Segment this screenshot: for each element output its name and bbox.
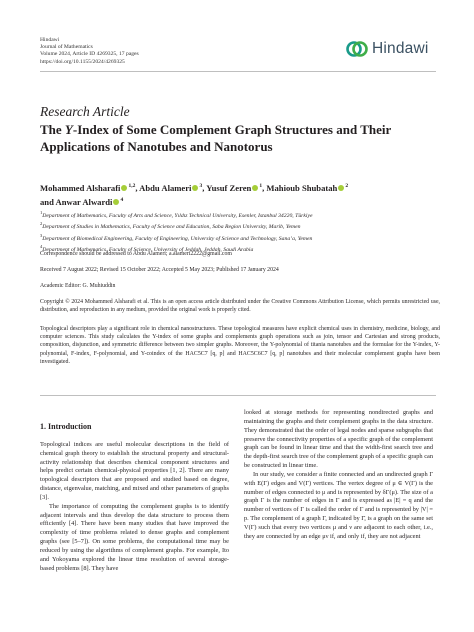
affiliations — [40, 209, 440, 254]
author-line-2: and Anwar Alwardi $^4$ — [40, 197, 124, 208]
body-paragraph: Topological indices are useful molecular descriptions in the field of chemical graph theory to establish the structural property and structural-activity relationship that describes chemical component structures and helps predict certain chemical-physical properties [1, 2]. There are many topological descriptors that are proposed and studied based on degree, distance, eigenvalue, matching, and mixed and other parameters of graphs [3]. — [40, 440, 229, 501]
volume-line: Volume 2024, Article ID 4269325, 17 pages — [40, 51, 139, 58]
author-affiliation-number: 1,2 — [128, 183, 136, 189]
section-heading: 1. Introduction — [40, 422, 92, 431]
academic-editor: Academic Editor: G. Muhiuddin — [40, 283, 116, 289]
body-column-right — [244, 409, 433, 542]
author-name: Anwar Alwardi — [55, 197, 113, 208]
hindawi-logo-mark-icon — [346, 39, 368, 59]
article-type: Research Article — [40, 104, 130, 119]
author-affiliation-number: 2 — [345, 183, 349, 189]
paper-title: The Y-Index of Some Complement Graph Structures and Their Applications of Nanotubes and Nanotorus — [40, 122, 392, 154]
correspondence: Correspondence should be addressed to Abdu Alameri; a.alameri2222@gmail.com — [40, 251, 232, 257]
affiliation-item: $^3$Department of Biomedical Engineering, Faculty of Engineering, University of Science and Technology, Sana’a, Yemen — [40, 232, 313, 242]
doi-link[interactable]: https://doi.org/10.1155/2024/4269325 — [40, 58, 125, 65]
abstract: Topological descriptors play a significant role in chemical nanostructures. These topological measures have explicit chemical uses in chemistry, medicine, biology, and computer sciences. This study calculates the Y-index of some graphs and complements graph operations such as join, tensor and Cartesian and strong products, composition, disjunction, and symmetric difference between two simpler graphs. Moreover, the Y-polynomial of titania nanotubes and the formulae for the Y-index, Y-polynomial, F-index, F-polynomial, and Y-coindex of the HAC5C7 [q, p] and HAC5C6C7 [q, p] nanotubes and their molecular complement graphs have been investigated. — [40, 326, 440, 365]
author-affiliation-number: 1 — [259, 183, 263, 189]
orcid-icon[interactable] — [113, 199, 119, 205]
author-name: Mahioub Shubatah — [266, 182, 338, 193]
author-line-1: Mohammed Alsharafi $^{1,2}$, Abdu Alameri $^3$, Yusuf Zeren $^1$, Mahioub Shubatah $^2$ — [40, 182, 349, 193]
publication-dates: Received 7 August 2022; Revised 15 October 2022; Accepted 5 May 2023; Published 17 January 2024 — [40, 267, 279, 273]
header-divider — [40, 71, 436, 72]
author-name: Abdu Alameri — [139, 182, 192, 193]
author-name: Mohammed Alsharafi — [40, 182, 121, 193]
publisher-name: Hindawi — [40, 37, 60, 43]
author-name: Yusuf Zeren — [206, 182, 252, 193]
hindawi-logo[interactable] — [346, 39, 429, 59]
orcid-icon[interactable] — [252, 185, 258, 191]
body-paragraph: looked at storage methods for representing nondirected graphs and maintaining the graphs and their complement graphs in the data structure. They demonstrated that the order of legal nodes and sparse subgraphs that preserve the connectivity properties of a specific graph of the complement graph can be found in linear time and that the width-first search tree and the depth-first search tree of the complement graph of a specific graph can be constructed in linear time. — [244, 409, 433, 470]
journal-name: Journal of Mathematics — [40, 44, 93, 51]
body-paragraph: The importance of computing the complement graphs is to identify adjacent intervals and thus develop the data structure to process them efficiently [4]. There have been many studies that have improved the complexity of time problems related to dense graphs and complement graphs (see [5–7]). On some problems, the computational time may be reduced by using the algorithms of complement graphs. For example, Ito and Yokoyama explored the linear time resolution of several storage-based problems [8]. They have — [40, 502, 229, 572]
journal-info — [40, 37, 139, 66]
body-paragraph: In our study, we consider a finite connected and an undirected graph Γ with E(Γ) edges and V(Γ) vertices. The vertex degree of μ ∈ V(Γ) is the number of edges connected to μ and is represented by δΓ(μ). The size of a graph Γ is the number of edges in Γ and is expressed as |E| = q and the number of vertices of Γ is called the order of Γ and is represented by |V| = p. The complement of a graph Γ, indicated by Γ̄, is a graph on the same set V(Γ) such that every two vertices μ and ν are adjacent to each other, i.e., they are connected by an edge μν if, and only if, they are not adjacent — [244, 470, 433, 540]
abstract-divider — [40, 395, 436, 396]
author-affiliation-number: 4 — [120, 197, 124, 204]
body-column-left — [40, 423, 229, 574]
orcid-icon[interactable] — [121, 185, 127, 191]
affiliation-item: $^4$Department of Mathematics, Faculty of Science, University of Jeddah, Jeddah, Saudi Arabia — [40, 243, 254, 253]
affiliation-item: $^2$Department of Studies in Mathematics, Faculty of Science and Education, Saba Region University, Marib, Yemen — [40, 221, 301, 231]
affiliation-item: $^1$Department of Mathematics, Faculty of Arts and Science, Yıldız Technical University, Esenler, Istanbul 34220, Türkiye — [40, 210, 313, 219]
logo-text: Hindawi — [372, 40, 429, 57]
author-list — [40, 180, 440, 209]
orcid-icon[interactable] — [192, 185, 198, 191]
orcid-icon[interactable] — [338, 185, 344, 191]
copyright-notice: Copyright © 2024 Mohammed Alsharafi et al. This is an open access article distributed under the Creative Commons Attribution License, which permits unrestricted use, distribution, and reproduction in any medium, provided the original work is properly cited. — [40, 299, 440, 314]
author-affiliation-number: 3 — [199, 183, 203, 189]
